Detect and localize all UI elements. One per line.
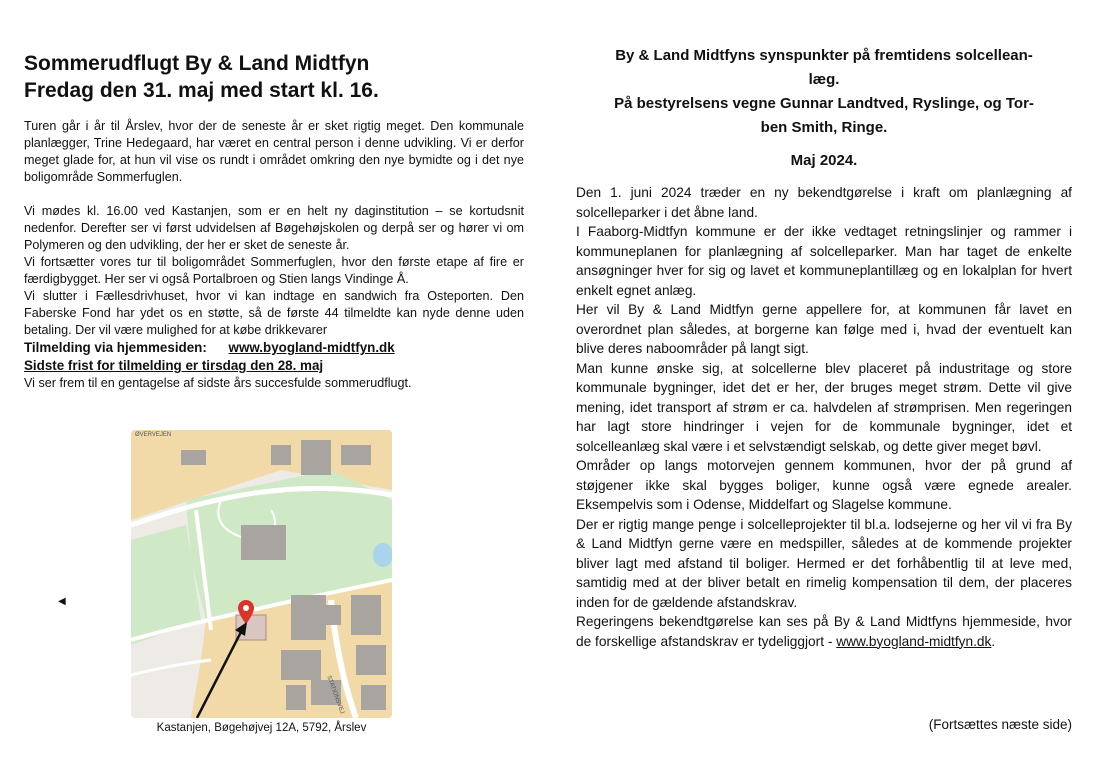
page-title-line2: Fredag den 31. maj med start kl. 16.	[24, 79, 379, 102]
paragraph-text: Regeringens bekendtgørelse kan ses på By & Land Midtfyns hjemmeside, hvor de forskellige afstandskrav er tydeliggjort -	[576, 614, 1072, 649]
signup-link[interactable]: www.byogland-midtfyn.dk	[228, 340, 395, 355]
closing-text: Vi ser frem til en gentagelse af sidste års succesfulde sommerudflugt.	[24, 376, 412, 390]
arrow-to-pin-icon	[191, 622, 251, 718]
map-street-label-top: ØVERVEJEN	[135, 432, 172, 438]
intro-paragraph: Turen går i år til Årslev, hvor der de seneste år er sket rigtig meget. Den kommunale planlægger, Trine Hedegaard, har været en central person i denne udvikling. Vi er derfor meget glade for, at hun vil vise os rundt i området omkring den nye bymidte og i det nye boligområde Sommerfuglen.	[24, 119, 524, 184]
article-paragraph: Den 1. juni 2024 træder en ny bekendtgørelse i kraft om planlægning af solcelleparker i det åbne land.	[576, 185, 1072, 220]
article-paragraph: Her vil By & Land Midtfyn gerne appellere for, at kommunen får lavet en overordnet plan således, at borgerne kan følge med i, hvad der eventuelt kan blive deres naboområder på langt sigt.	[576, 302, 1072, 356]
page-title-line1: Sommerudflugt By & Land Midtfyn	[24, 52, 370, 75]
left-column	[24, 50, 524, 392]
article-paragraph-last	[576, 612, 1072, 651]
article-paragraph: Man kunne ønske sig, at solcellerne blev placeret på industritage og store kommunale bygninger, idet det er her, der bruges meget strøm. Dette vil give mening, idet transport af strøm er ca. halvdelen af strømprisen. Men regeringen har lagt store hindringer i vejen for de kommunale bygninger, idet et solcelleanlæg skal være i et selvstændigt selskab, og dette giver meget bøvl.	[576, 360, 1072, 454]
tour-paragraph: Vi fortsætter vores tur til boligområdet Sommerfuglen, hvor den første etape af fire er færdigbygget. Her ser vi også Portalbroen og Stien langs Vindinge Å.	[24, 255, 524, 286]
right-heading-4: ben Smith, Ringe.	[760, 119, 888, 136]
article-paragraph: Der er rigtig mange penge i solcelleprojekter til bl.a. lodsejerne og her vil vi fra By & Land Midtfyn gerne være en medspiller, således at de kommende projekter bliver lagt med afstand til boliger. Hermed er det forhåbentlig til at leve med, samtidig med at der bliver betalt en rimelig kompensation til dem, der placeres inden for de gældende afstandskrav.	[576, 516, 1072, 610]
right-heading-2: læg.	[808, 71, 840, 88]
right-heading-1: By & Land Midtfyns synspunkter på fremtidens solcellean-	[615, 47, 1033, 64]
triangle-left-icon: ◀	[58, 596, 66, 607]
location-map	[131, 430, 392, 718]
right-date: Maj 2024.	[790, 152, 858, 169]
signup-label: Tilmelding via hjemmesiden:	[24, 340, 207, 355]
right-column	[576, 44, 1072, 651]
deadline-text: Sidste frist for tilmelding er tirsdag den 28. maj	[24, 358, 324, 373]
ending-paragraph: Vi slutter i Fællesdrivhuset, hvor vi kan indtage en sandwich fra Osteporten. Den Faberske Fond har ydet os en støtte, så de første 44 tilmeldte kan nyde denne uden betaling. Der vil være mulighed for at købe drikkevarer	[24, 289, 524, 337]
map-street-label-bottom: STATIONSVEJ	[325, 675, 345, 715]
website-link[interactable]: www.byogland-midtfyn.dk	[836, 633, 992, 649]
paragraph-end: .	[991, 633, 996, 649]
meeting-paragraph: Vi mødes kl. 16.00 ved Kastanjen, som er en helt ny daginstitution – se kortudsnit nedenfor. Derefter ser vi først udvidelsen af Bøgehøjskolen og derpå ser og hører vi om Polymeren og den udvikling, der her er sket de seneste år.	[24, 204, 524, 252]
article-paragraph: Områder op langs motorvejen gennem kommunen, hvor der på grund af støjgener ikke skal bygges boliger, kunne også være egnede arealer. Eksempelvis som i Odense, Middelfart og Slagelse kommune.	[576, 458, 1072, 512]
signup-line	[24, 339, 524, 357]
map-caption: Kastanjen, Bøgehøjvej 12A, 5792, Årslev	[156, 722, 367, 734]
article-paragraph: I Faaborg-Midtfyn kommune er der ikke vedtaget retningslinjer og rammer i kommuneplanen for planlægning af solcelleparker. Man har taget de enkelte ansøgninger hver for sig og lavet et kommuneplantillæg og en lokalplan for hvert enkelt egnet anlæg.	[576, 224, 1072, 298]
map-pin-icon	[238, 600, 254, 624]
map-graphic	[131, 430, 392, 718]
right-heading-3: På bestyrelsens vegne Gunnar Landtved, Ryslinge, og Tor-	[614, 95, 1034, 112]
continued-note: (Fortsættes næste side)	[928, 717, 1072, 732]
